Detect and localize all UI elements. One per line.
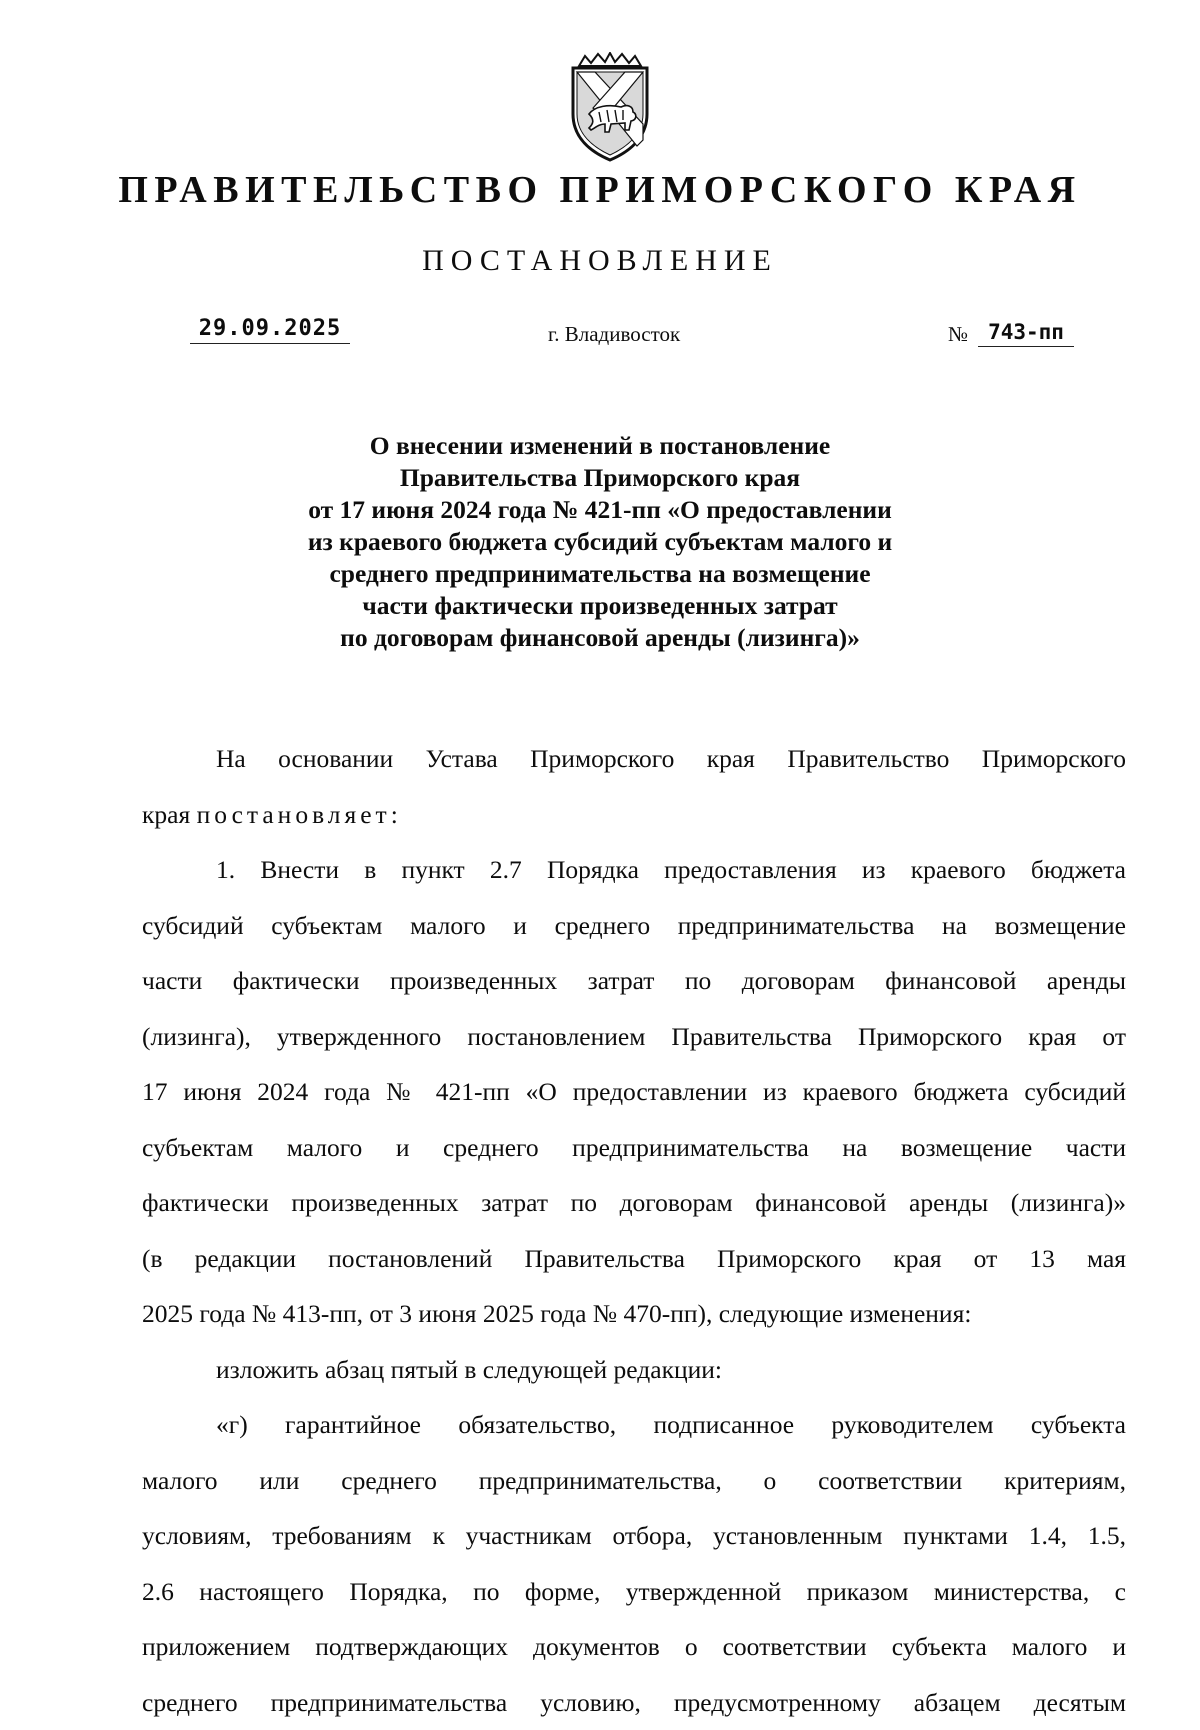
item1-line: фактически произведенных затрат по договорам финансовой аренды (лизинга)» <box>142 1175 1126 1231</box>
item1-line: 1. Внести в пункт 2.7 Порядка предоставления из краевого бюджета <box>142 842 1126 898</box>
document-date: 29.09.2025 <box>190 316 350 344</box>
title-line: среднего предпринимательства на возмещение <box>150 558 1050 590</box>
item1-line: 17 июня 2024 года № 421-пп «О предоставлении из краевого бюджета субсидий <box>142 1064 1126 1120</box>
document-number: 743-пп <box>978 320 1074 347</box>
item1-line: (в редакции постановлений Правительства Приморского края от 13 мая <box>142 1231 1126 1287</box>
preamble-line: На основании Устава Приморского края Правительство Приморского <box>142 731 1126 787</box>
document-city: г. Владивосток <box>548 322 680 347</box>
title-line: от 17 июня 2024 года № 421-пп «О предоставлении <box>150 494 1050 526</box>
title-line: по договорам финансовой аренды (лизинга)» <box>150 622 1050 654</box>
preamble-word: края <box>142 800 190 829</box>
document-number-label: № <box>948 322 968 347</box>
quote-line: «г) гарантийное обязательство, подписанное руководителем субъекта <box>142 1397 1126 1453</box>
preamble-line <box>142 787 1126 843</box>
organization-name: ПРАВИТЕЛЬСТВО ПРИМОРСКОГО КРАЯ <box>0 168 1200 212</box>
document-type: ПОСТАНОВЛЕНИЕ <box>0 243 1200 279</box>
document-title <box>150 430 1050 654</box>
item1-line: части фактически произведенных затрат по договорам финансовой аренды <box>142 953 1126 1009</box>
quote-line: 2.6 настоящего Порядка, по форме, утвержденной приказом министерства, с <box>142 1564 1126 1620</box>
coat-of-arms-icon <box>565 52 655 162</box>
instruction-line: изложить абзац пятый в следующей редакции: <box>142 1342 1126 1398</box>
title-line: О внесении изменений в постановление <box>150 430 1050 462</box>
resolves-word: постановляет: <box>197 800 402 829</box>
item1-line: субъектам малого и среднего предпринимательства на возмещение части <box>142 1120 1126 1176</box>
quote-line: условиям, требованиям к участникам отбора, установленным пунктами 1.4, 1.5, <box>142 1508 1126 1564</box>
title-line: из краевого бюджета субсидий субъектам малого и <box>150 526 1050 558</box>
item1-line: субсидий субъектам малого и среднего предпринимательства на возмещение <box>142 898 1126 954</box>
title-line: Правительства Приморского края <box>150 462 1050 494</box>
item1-line: (лизинга), утвержденного постановлением Правительства Приморского края от <box>142 1009 1126 1065</box>
item1-line: 2025 года № 413-пп, от 3 июня 2025 года № 470-пп), следующие изменения: <box>142 1286 1126 1342</box>
quote-line: приложением подтверждающих документов о соответствии субъекта малого и <box>142 1619 1126 1675</box>
document-body <box>142 731 1126 1730</box>
title-line: части фактически произведенных затрат <box>150 590 1050 622</box>
quote-line: среднего предпринимательства условию, предусмотренному абзацем десятым <box>142 1675 1126 1730</box>
quote-line: малого или среднего предпринимательства, о соответствии критериям, <box>142 1453 1126 1509</box>
